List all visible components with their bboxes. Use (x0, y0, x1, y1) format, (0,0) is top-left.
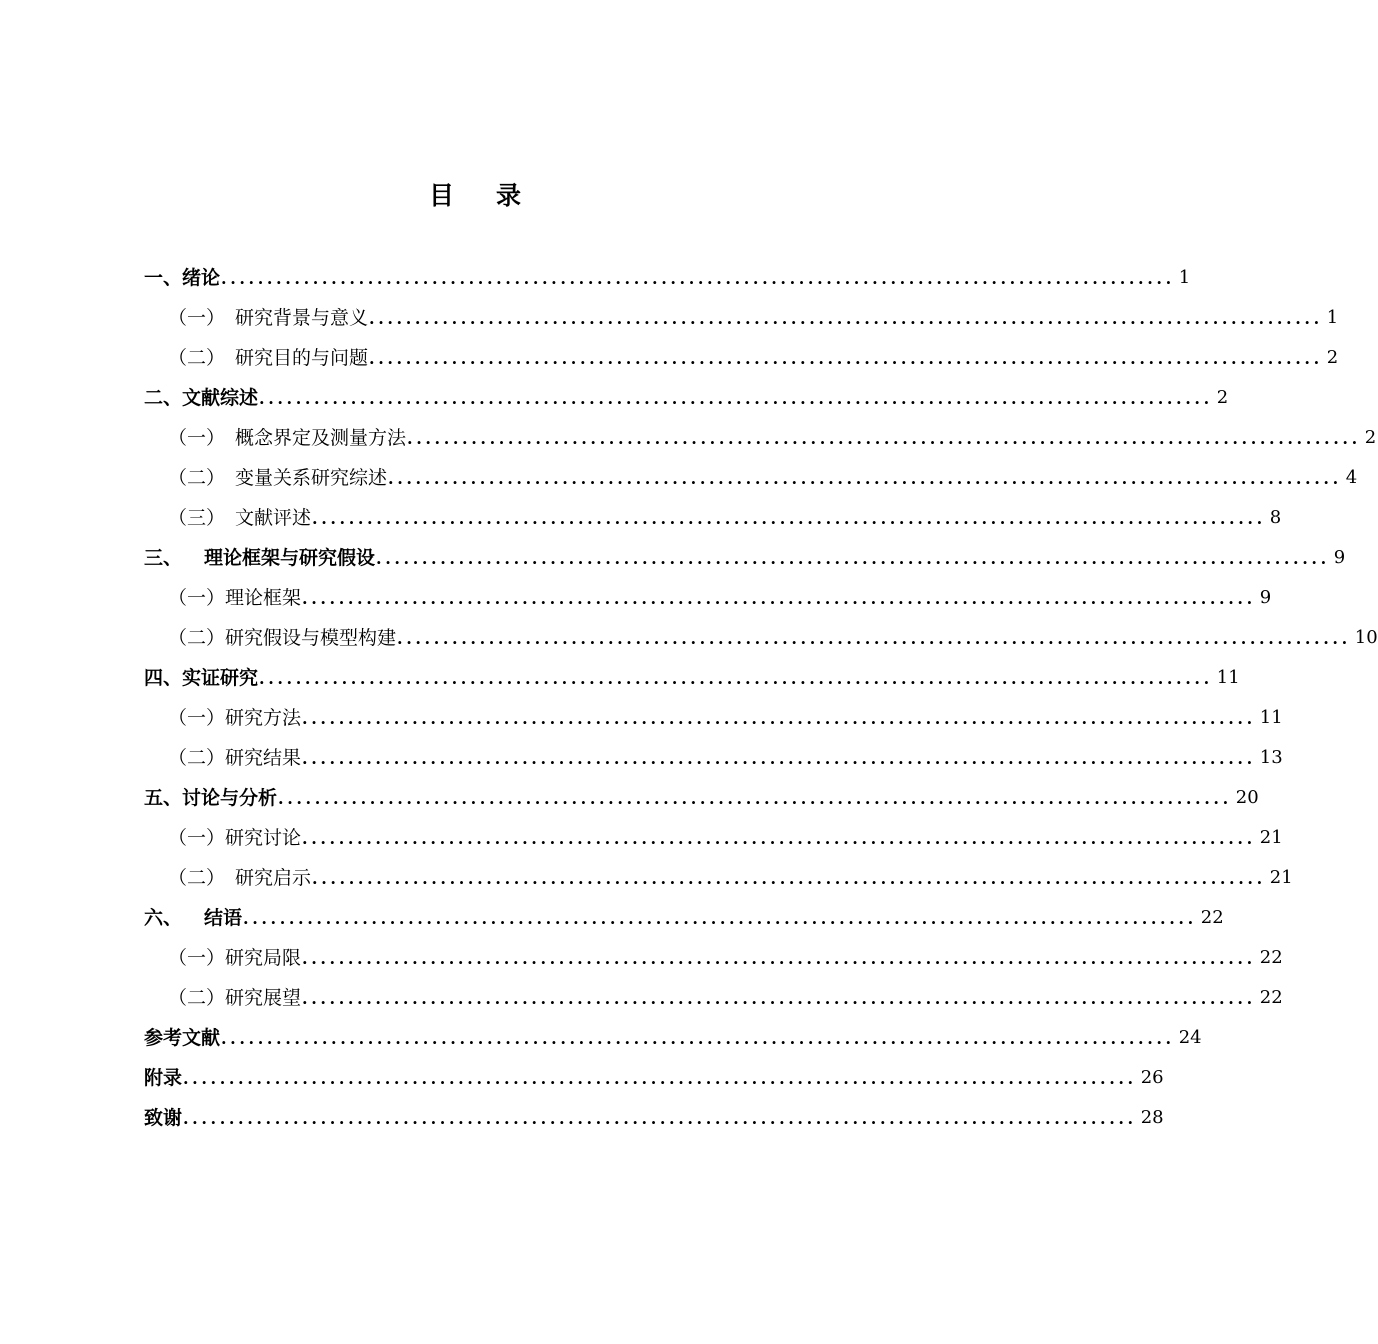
toc-dot-leader: ........................................................................................................ (278, 789, 1232, 808)
toc-dot-leader: ........................................................................................................ (302, 989, 1256, 1008)
toc-list (144, 258, 1378, 1138)
toc-entry-text: 实证研究 (182, 667, 259, 689)
toc-entry-label (144, 258, 220, 298)
toc-dot-leader: ........................................................................................................ (302, 709, 1256, 728)
toc-entry-label (144, 378, 258, 418)
toc-title-right: 录 (496, 181, 522, 210)
toc-dot-leader: ........................................................................................................ (302, 949, 1256, 968)
toc-dot-leader: ........................................................................................................ (376, 549, 1330, 568)
toc-entry-text: 研究讨论 (225, 827, 302, 849)
toc-dot-leader: ........................................................................................................ (369, 349, 1323, 368)
toc-entry[interactable] (144, 978, 1283, 1018)
toc-entry-label (168, 578, 301, 618)
toc-entry-page: 11 (1216, 667, 1240, 688)
toc-entry-page: 21 (1259, 827, 1283, 848)
toc-dot-leader: ........................................................................................................ (243, 909, 1197, 928)
toc-entry-label (144, 658, 258, 698)
toc-dot-leader: ........................................................................................................ (221, 269, 1175, 288)
toc-entry-text: 理论框架与研究假设 (204, 547, 376, 569)
toc-entry[interactable] (144, 1018, 1202, 1058)
toc-entry-page: 22 (1259, 987, 1283, 1008)
toc-entry-text: 变量关系研究综述 (235, 467, 388, 489)
toc-entry-page: 24 (1178, 1027, 1202, 1048)
toc-entry-number: （一） (168, 587, 226, 609)
toc-dot-leader: ........................................................................................................ (302, 829, 1256, 848)
toc-entry-label (168, 738, 301, 778)
toc-entry-page: 1 (1326, 307, 1339, 328)
toc-entry-page: 13 (1259, 747, 1283, 768)
toc-entry-page: 2 (1364, 427, 1377, 448)
toc-entry-text: 研究局限 (225, 947, 302, 969)
toc-entry[interactable] (144, 418, 1377, 458)
toc-entry-page: 4 (1345, 467, 1358, 488)
toc-entry-text: 文献综述 (182, 387, 259, 409)
toc-dot-leader: ........................................................................................................ (302, 749, 1256, 768)
toc-dot-leader: ........................................................................................................ (183, 1109, 1137, 1128)
toc-entry-page: 2 (1326, 347, 1339, 368)
toc-dot-leader: ........................................................................................................ (407, 429, 1361, 448)
toc-entry-number: （二） (168, 867, 226, 889)
toc-entry-number: （二） (168, 987, 226, 1009)
toc-entry-text: 致谢 (144, 1107, 183, 1129)
toc-dot-leader: ........................................................................................................ (312, 869, 1266, 888)
toc-entry-page: 21 (1269, 867, 1293, 888)
toc-entry-text: 讨论与分析 (182, 787, 278, 809)
toc-entry-page: 9 (1333, 547, 1346, 568)
toc-entry[interactable] (144, 298, 1339, 338)
toc-title (0, 176, 950, 212)
toc-entry[interactable] (144, 578, 1272, 618)
toc-dot-leader: ........................................................................................................ (302, 589, 1256, 608)
toc-entry-page: 22 (1200, 907, 1224, 928)
toc-entry-page: 8 (1269, 507, 1282, 528)
toc-entry-label (144, 1058, 182, 1098)
toc-entry[interactable] (144, 778, 1259, 818)
toc-entry-label (144, 1018, 220, 1058)
toc-entry[interactable] (144, 458, 1358, 498)
toc-entry-number: （一） (168, 427, 226, 449)
toc-entry-text: 研究假设与模型构建 (225, 627, 397, 649)
toc-entry[interactable] (144, 818, 1283, 858)
toc-entry[interactable] (144, 658, 1240, 698)
toc-entry-page: 9 (1259, 587, 1272, 608)
toc-entry-text: 结语 (204, 907, 243, 929)
toc-entry-label (168, 858, 311, 898)
toc-entry[interactable] (144, 258, 1191, 298)
toc-entry-text: 概念界定及测量方法 (235, 427, 407, 449)
toc-entry[interactable] (144, 338, 1339, 378)
toc-dot-leader: ........................................................................................................ (312, 509, 1266, 528)
toc-entry-number: （一） (168, 947, 226, 969)
toc-dot-leader: ........................................................................................................ (259, 669, 1213, 688)
toc-entry-number: （二） (168, 467, 226, 489)
toc-entry-number: 六、 (144, 907, 183, 929)
toc-entry-text: 附录 (144, 1067, 183, 1089)
toc-entry-label (168, 698, 301, 738)
toc-entry[interactable] (144, 1058, 1164, 1098)
toc-dot-leader: ........................................................................................................ (221, 1029, 1175, 1048)
toc-title-left: 目 (428, 181, 454, 210)
toc-entry-page: 20 (1235, 787, 1259, 808)
toc-entry-label (168, 938, 301, 978)
toc-entry-text: 文献评述 (235, 507, 312, 529)
toc-entry[interactable] (144, 738, 1283, 778)
toc-entry-label (168, 818, 301, 858)
toc-entry-number: （二） (168, 347, 226, 369)
toc-entry-page: 28 (1140, 1107, 1164, 1128)
toc-entry-text: 研究背景与意义 (235, 307, 369, 329)
toc-entry-label (168, 978, 301, 1018)
toc-entry[interactable] (144, 938, 1283, 978)
toc-entry-number: 三、 (144, 547, 183, 569)
toc-entry[interactable] (144, 1098, 1164, 1138)
toc-entry-number: 五、 (144, 787, 183, 809)
toc-entry-number: 一、 (144, 267, 183, 289)
toc-dot-leader: ........................................................................................................ (397, 629, 1351, 648)
toc-entry-number: （一） (168, 307, 226, 329)
toc-entry-label (144, 538, 375, 578)
toc-entry-number: （二） (168, 747, 226, 769)
toc-entry-label (144, 778, 277, 818)
toc-entry-number: （三） (168, 507, 226, 529)
toc-entry[interactable] (144, 858, 1293, 898)
toc-entry-label (168, 618, 396, 658)
toc-entry-number: （二） (168, 627, 226, 649)
toc-dot-leader: ........................................................................................................ (183, 1069, 1137, 1088)
toc-entry-text: 绪论 (182, 267, 221, 289)
toc-entry-label (168, 298, 368, 338)
toc-entry-text: 参考文献 (144, 1027, 221, 1049)
toc-entry-page: 11 (1259, 707, 1283, 728)
toc-entry-number: （一） (168, 707, 226, 729)
toc-entry-number: （一） (168, 827, 226, 849)
toc-entry-label (144, 1098, 182, 1138)
toc-entry[interactable] (144, 378, 1229, 418)
toc-dot-leader: ........................................................................................................ (369, 309, 1323, 328)
toc-entry-label (168, 498, 311, 538)
toc-dot-leader: ........................................................................................................ (259, 389, 1213, 408)
toc-entry-text: 研究方法 (225, 707, 302, 729)
toc-entry-number: 二、 (144, 387, 183, 409)
toc-entry-page: 1 (1178, 267, 1191, 288)
toc-dot-leader: ........................................................................................................ (388, 469, 1342, 488)
toc-entry-label (168, 338, 368, 378)
toc-entry[interactable] (144, 618, 1378, 658)
toc-entry-label (168, 418, 406, 458)
toc-entry[interactable] (144, 538, 1346, 578)
toc-entry-label (144, 898, 242, 938)
toc-entry-text: 研究启示 (235, 867, 312, 889)
toc-entry-page: 26 (1140, 1067, 1164, 1088)
toc-entry-label (168, 458, 387, 498)
toc-entry[interactable] (144, 498, 1282, 538)
toc-entry-text: 研究结果 (225, 747, 302, 769)
toc-entry-text: 研究目的与问题 (235, 347, 369, 369)
toc-entry-number: 四、 (144, 667, 183, 689)
toc-entry-page: 22 (1259, 947, 1283, 968)
toc-entry-page: 10 (1354, 627, 1378, 648)
toc-entry[interactable] (144, 698, 1283, 738)
toc-entry-page: 2 (1216, 387, 1229, 408)
toc-entry-text: 理论框架 (225, 587, 302, 609)
toc-entry-text: 研究展望 (225, 987, 302, 1009)
toc-entry[interactable] (144, 898, 1224, 938)
